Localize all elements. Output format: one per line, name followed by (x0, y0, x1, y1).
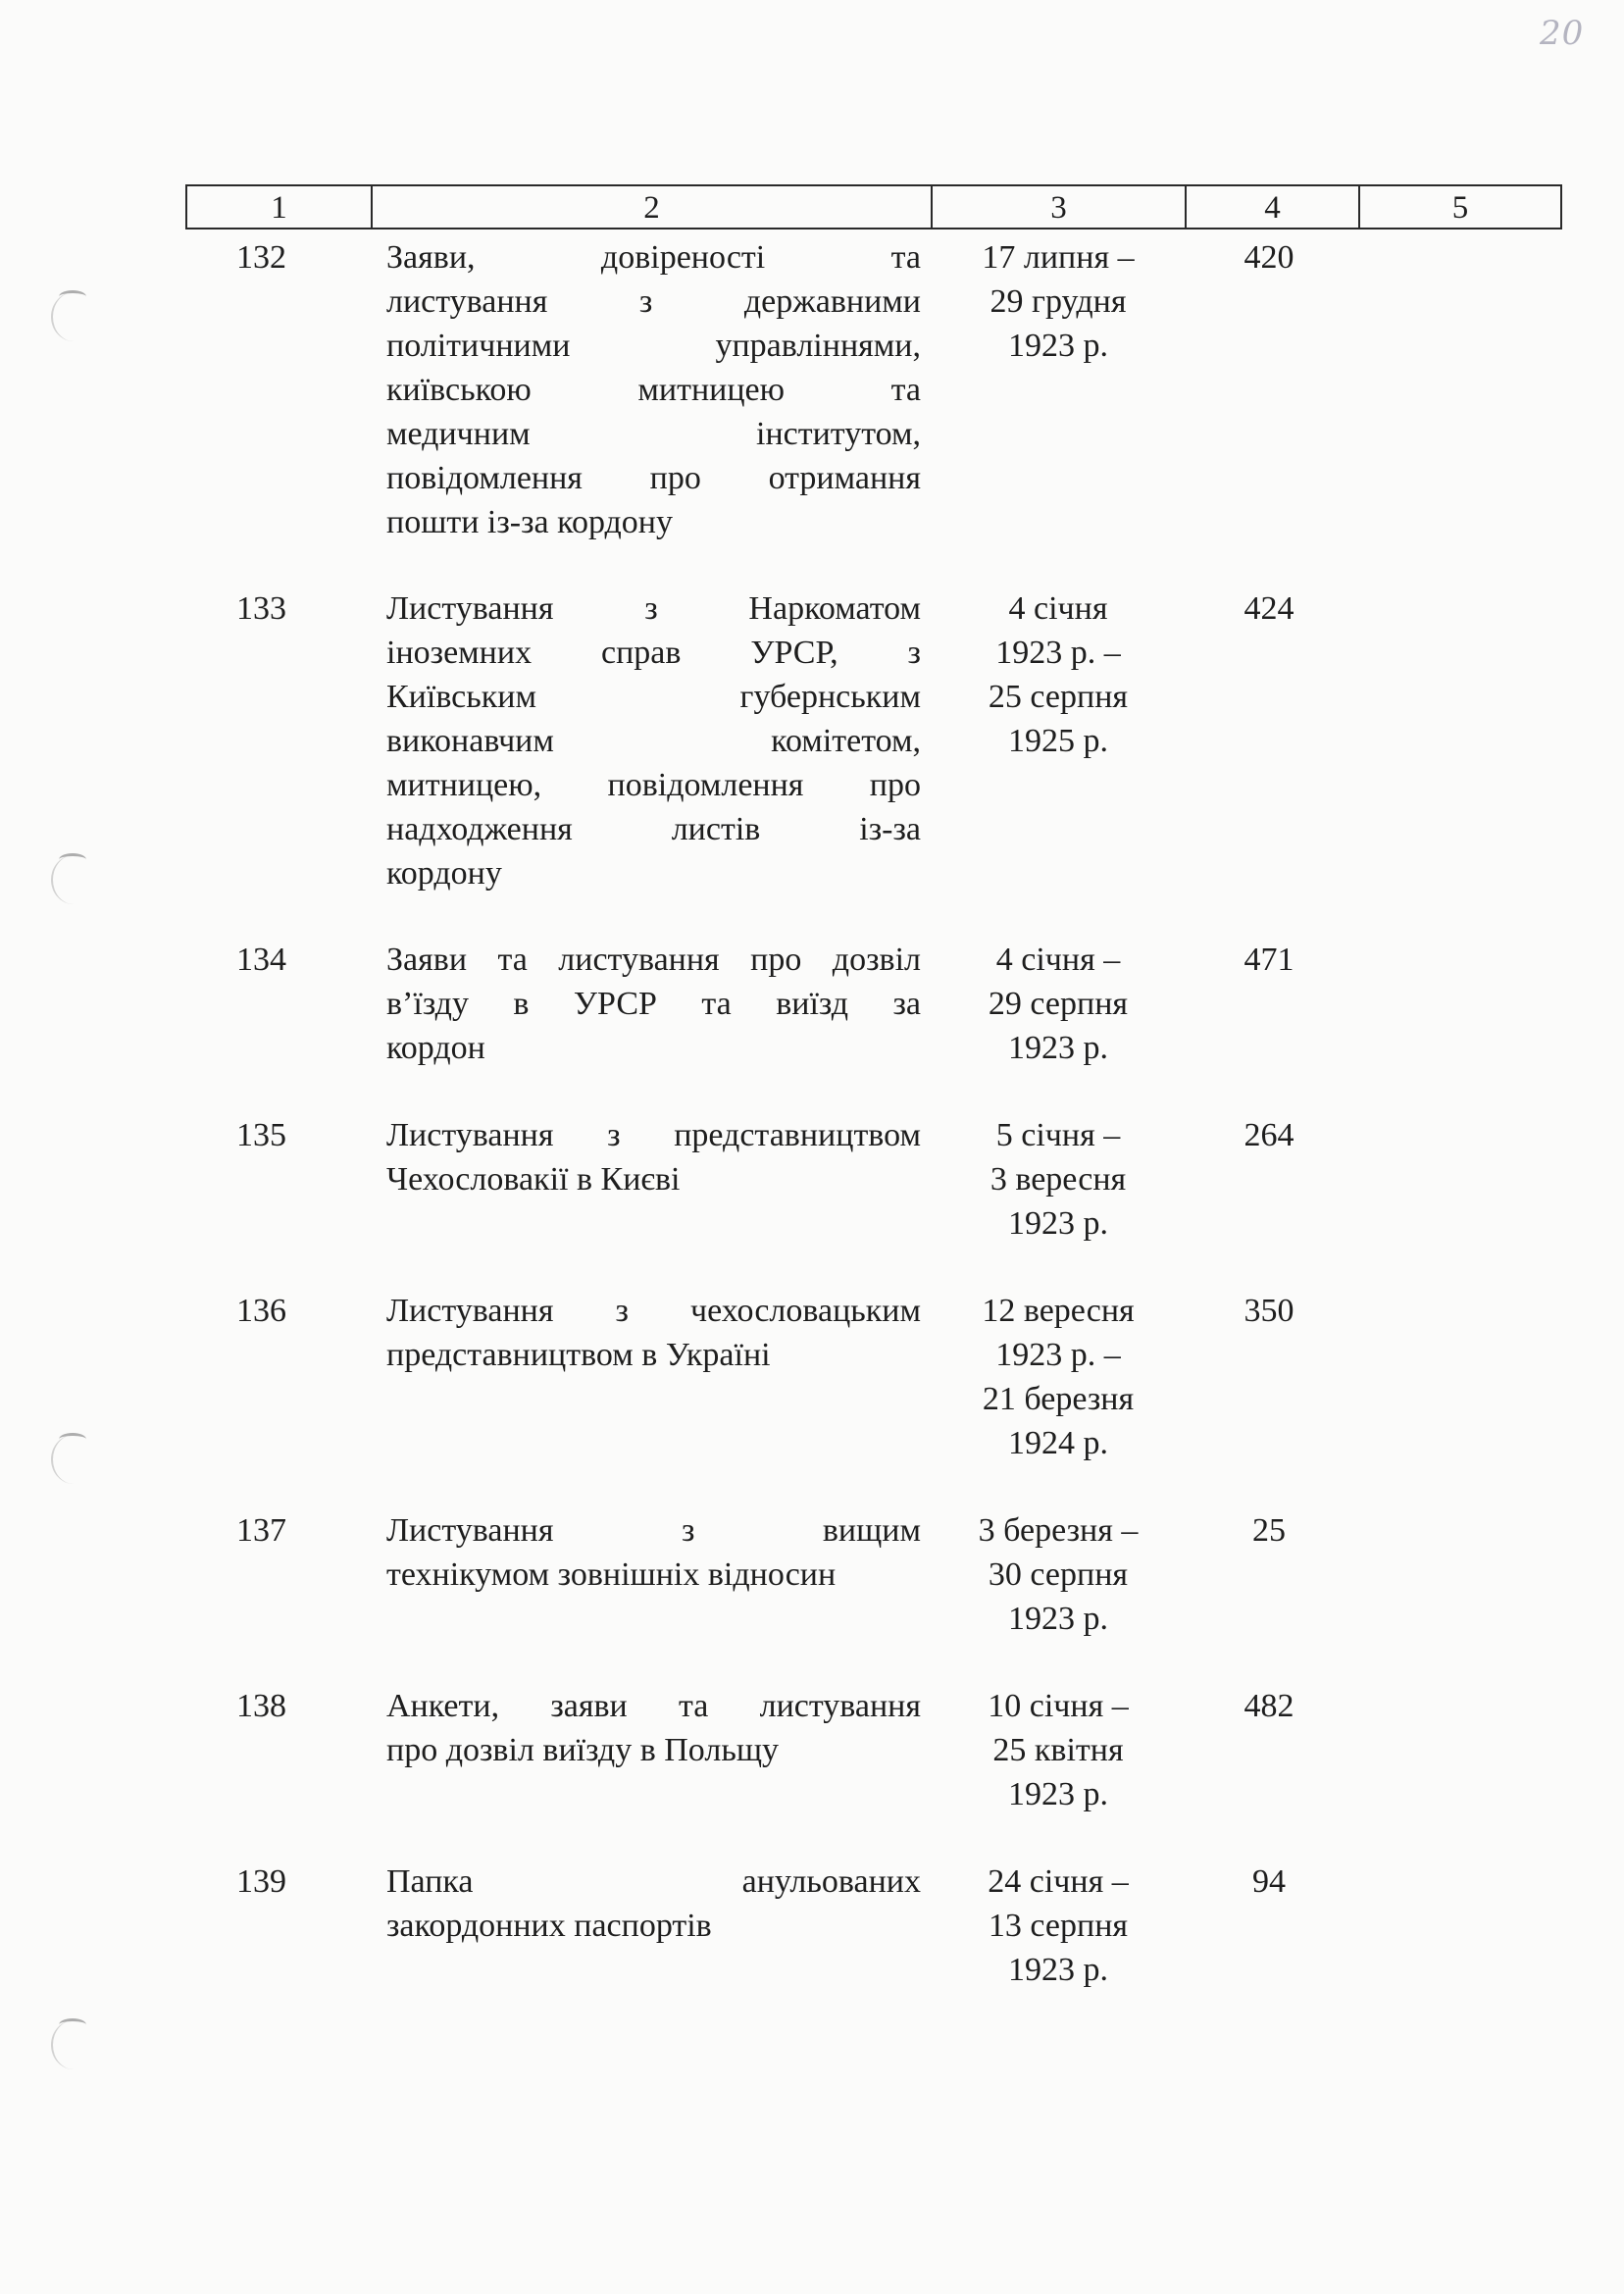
file-date-line: 17 липня – (982, 239, 1135, 276)
file-title (386, 235, 921, 544)
file-title (386, 1684, 921, 1772)
file-date-line: 24 січня – (988, 1863, 1129, 1900)
file-number: 134 (236, 942, 286, 978)
file-date-line: 1925 р. (1008, 723, 1108, 759)
file-number: 139 (236, 1863, 286, 1900)
file-title-line: листування з державними (386, 283, 921, 320)
file-dates (940, 1508, 1176, 1641)
file-dates (940, 586, 1176, 763)
file-title-line: політичними управліннями, (386, 328, 921, 364)
file-title-line: Київським губернським (386, 679, 921, 715)
file-title-line: представництвом в Україні (386, 1337, 771, 1373)
sheet-count: 424 (1243, 590, 1294, 627)
file-title-line: в’їзду в УРСР та виїзд за (386, 986, 921, 1022)
file-title-line: повідомлення про отримання (386, 460, 921, 496)
file-date-line: 13 серпня (988, 1908, 1129, 1944)
file-date-line: 10 січня – (988, 1688, 1129, 1724)
column-header-2: 2 (373, 186, 933, 228)
file-dates (940, 1860, 1176, 1992)
file-date-line: 1923 р. (1008, 328, 1108, 364)
file-title (386, 938, 921, 1070)
column-header-3: 3 (933, 186, 1187, 228)
file-dates (940, 1684, 1176, 1816)
file-number: 137 (236, 1512, 286, 1549)
file-number: 132 (236, 239, 286, 276)
file-dates (940, 235, 1176, 368)
file-dates (940, 1113, 1176, 1246)
file-number: 135 (236, 1117, 286, 1153)
file-title-line: надходження листів із-за (386, 811, 921, 847)
punch-hole (51, 2020, 96, 2069)
file-date-line: 1924 р. (1008, 1425, 1108, 1461)
sheet-count: 94 (1252, 1863, 1286, 1900)
file-title-line: Листування з вищим (386, 1512, 921, 1549)
file-title (386, 1113, 921, 1201)
column-header-5: 5 (1451, 190, 1469, 226)
file-title-line: пошти із-за кордону (386, 504, 673, 540)
punch-hole (51, 1435, 96, 1484)
sheet-count: 420 (1243, 239, 1294, 276)
file-number: 133 (236, 590, 286, 627)
column-header-4: 4 (1187, 186, 1360, 228)
file-date-line: 25 серпня (988, 679, 1129, 715)
sheet-count: 350 (1243, 1293, 1294, 1329)
file-date-line: 25 квітня (992, 1732, 1124, 1768)
file-date-line: 5 січня – (995, 1117, 1121, 1153)
file-title-line: про дозвіл виїзду в Польщу (386, 1732, 780, 1768)
sheet-count: 471 (1243, 942, 1294, 978)
sheet-count: 25 (1252, 1512, 1286, 1549)
file-title-line: виконавчим комітетом, (386, 723, 921, 759)
sheet-count: 264 (1243, 1117, 1294, 1153)
file-date-line: 1923 р. (1008, 1601, 1108, 1637)
file-date-line: 29 грудня (990, 283, 1127, 320)
file-title-line: кордон (386, 1030, 485, 1066)
file-number: 136 (236, 1293, 286, 1329)
file-title-line: Чехословакії в Києві (386, 1161, 681, 1198)
file-title-line: київською митницею та (386, 372, 921, 408)
file-date-line: 4 січня (1008, 590, 1108, 627)
file-date-line: 30 серпня (988, 1556, 1129, 1593)
file-date-line: 21 березня (982, 1381, 1135, 1417)
punch-hole (51, 855, 96, 904)
file-title (386, 586, 921, 895)
file-date-line: 1923 р. (1008, 1776, 1108, 1812)
file-title-line: технікумом зовнішніх відносин (386, 1556, 837, 1593)
file-date-line: 1923 р. (1008, 1205, 1108, 1242)
file-title (386, 1289, 921, 1377)
file-title-line: митницею, повідомлення про (386, 767, 921, 803)
file-title (386, 1860, 921, 1948)
file-title (386, 1508, 921, 1597)
file-date-line: 1923 р. – (995, 1337, 1121, 1373)
file-date-line: 3 березня – (978, 1512, 1139, 1549)
file-date-line: 29 серпня (988, 986, 1129, 1022)
file-title-line: Заяви, довіреності та (386, 239, 921, 276)
file-title-line: Листування з Наркоматом (386, 590, 921, 627)
file-title-line: Листування з чехословацьким (386, 1293, 921, 1329)
page-number: 20 (1540, 14, 1585, 53)
file-date-line: 1923 р. – (995, 635, 1121, 671)
file-title-line: закордонних паспортів (386, 1908, 712, 1944)
file-date-line: 1923 р. (1008, 1030, 1108, 1066)
file-dates (940, 1289, 1176, 1465)
file-date-line: 3 вересня (990, 1161, 1127, 1198)
file-title-line: Папка анульованих (386, 1863, 921, 1900)
column-header-row (185, 184, 1562, 229)
file-title-line: Листування з представництвом (386, 1117, 921, 1153)
punch-hole (51, 292, 96, 341)
sheet-count: 482 (1243, 1688, 1294, 1724)
file-number: 138 (236, 1688, 286, 1724)
file-title-line: кордону (386, 855, 502, 892)
file-date-line: 4 січня – (995, 942, 1121, 978)
file-title-line: Анкети, заяви та листування (386, 1688, 921, 1724)
file-title-line: Заяви та листування про дозвіл (386, 942, 921, 978)
file-title-line: іноземних справ УРСР, з (386, 635, 921, 671)
file-title-line: медичним інститутом, (386, 416, 921, 452)
column-header-1: 1 (187, 186, 373, 228)
file-date-line: 1923 р. (1008, 1952, 1108, 1988)
file-dates (940, 938, 1176, 1070)
file-date-line: 12 вересня (982, 1293, 1135, 1329)
